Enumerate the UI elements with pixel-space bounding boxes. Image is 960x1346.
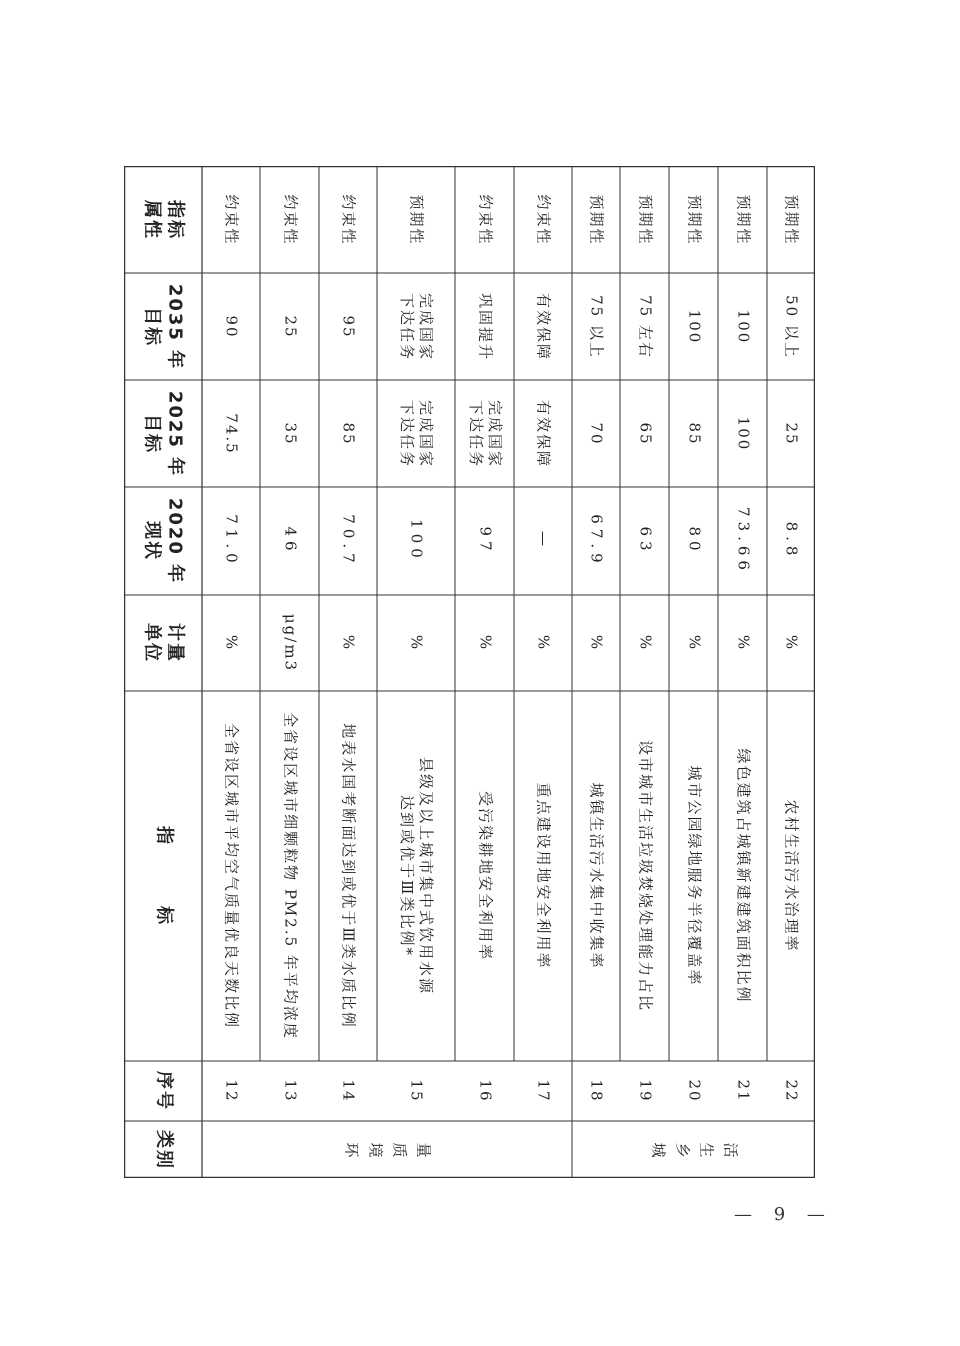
header-category-text: 类别 — [153, 1129, 175, 1170]
cell-unit — [260, 595, 319, 691]
cell-indicator-text: 达到或优于Ⅲ类比例* — [398, 795, 416, 957]
category-cell — [202, 1121, 572, 1178]
cell-2025-target-text: 65 — [635, 421, 654, 446]
cell-seq — [767, 1061, 815, 1121]
cell-2025-target — [620, 380, 669, 487]
cell-seq-text: 22 — [782, 1079, 801, 1103]
cell-unit — [514, 595, 572, 691]
cell-seq — [572, 1061, 620, 1121]
header-unit-text: 计量 — [164, 623, 186, 663]
cell-seq-text: 18 — [587, 1079, 606, 1103]
cell-2020-status-text: 63 — [635, 526, 654, 556]
header-2025 — [124, 380, 202, 487]
cell-2035-target — [514, 273, 572, 380]
cell-unit-text: % — [782, 634, 801, 652]
cell-unit — [377, 595, 455, 691]
cell-indicator-text: 县级及以上城市集中式饮用水源 — [416, 756, 435, 996]
cell-2025-target — [377, 380, 455, 487]
cell-2025-target-text: 35 — [280, 421, 299, 446]
category-char: 乡 — [673, 1142, 692, 1161]
cell-indicator-text: 地表水国考断面达到或优于Ⅲ类水质比例 — [339, 723, 358, 1029]
cell-2020-status — [718, 487, 767, 595]
cell-2020-status — [202, 487, 260, 595]
cell-attr-text: 预期性 — [407, 193, 426, 246]
cell-2035-target — [455, 273, 514, 380]
category-char: 生 — [697, 1142, 716, 1161]
cell-2020-status-text: — — [534, 531, 553, 551]
cell-2035-target-text: 95 — [339, 314, 358, 339]
indicator-table — [124, 166, 815, 1178]
cell-attr-text: 约束性 — [280, 193, 299, 246]
cell-2035-target — [620, 273, 669, 380]
cell-indicator-text: 重点建设用地安全利用率 — [534, 782, 553, 970]
cell-seq-text: 13 — [280, 1079, 299, 1103]
header-2025-text: 目标 — [142, 413, 163, 454]
cell-indicator-text: 受污染耕地安全利用率 — [475, 790, 494, 962]
cell-indicator-text: 农村生活污水治理率 — [782, 799, 801, 953]
cell-2025-target — [202, 380, 260, 487]
header-unit — [124, 595, 202, 691]
cell-2025-target-text: 70 — [587, 421, 606, 446]
header-indicator — [124, 691, 202, 1061]
cell-2020-status — [572, 487, 620, 595]
cell-indicator — [572, 691, 620, 1061]
cell-seq — [202, 1061, 260, 1121]
cell-2025-target — [514, 380, 572, 487]
category-char: 城 — [649, 1142, 668, 1161]
header-indicator-text: 指 标 — [153, 826, 175, 926]
cell-attr-text: 约束性 — [222, 193, 241, 246]
cell-unit-text: % — [339, 634, 358, 652]
cell-attr-text: 预期性 — [733, 193, 752, 246]
cell-attr — [202, 166, 260, 273]
cell-2035-target-text: 巩固提升 — [475, 292, 494, 361]
cell-seq-text: 15 — [407, 1079, 426, 1103]
cell-2035-target — [718, 273, 767, 380]
cell-indicator — [514, 691, 572, 1061]
cell-indicator — [319, 691, 377, 1061]
cell-2020-status-text: 70.7 — [339, 514, 358, 568]
cell-indicator — [669, 691, 718, 1061]
cell-2020-status-text: 100 — [407, 519, 426, 563]
cell-attr — [669, 166, 718, 273]
cell-attr — [455, 166, 514, 273]
category-char: 质 — [390, 1142, 409, 1161]
cell-2020-status-text: 73.66 — [733, 507, 752, 575]
cell-unit-text: % — [733, 634, 752, 652]
cell-2020-status — [260, 487, 319, 595]
cell-attr-text: 约束性 — [339, 193, 358, 246]
header-2035-text: 目标 — [142, 306, 163, 347]
cell-attr — [620, 166, 669, 273]
cell-indicator — [202, 691, 260, 1061]
cell-2025-target — [572, 380, 620, 487]
cell-unit-text: % — [534, 634, 553, 652]
cell-2025-target — [669, 380, 718, 487]
cell-2020-status-text: 67.9 — [587, 514, 606, 568]
cell-attr — [319, 166, 377, 273]
category-cell — [572, 1121, 815, 1178]
cell-unit-text: % — [222, 634, 241, 652]
cell-indicator — [767, 691, 815, 1061]
cell-indicator-text: 全省设区城市细颗粒物 PM2.5 年平均浓度 — [280, 712, 299, 1040]
header-2020-text: 现状 — [142, 521, 163, 561]
cell-indicator-text: 城镇生活污水集中收集率 — [587, 782, 606, 970]
category-char: 活 — [721, 1142, 740, 1161]
category-char: 量 — [414, 1142, 433, 1161]
cell-indicator-text: 城市公园绿地服务半径覆盖率 — [684, 765, 703, 987]
cell-seq-text: 17 — [534, 1079, 553, 1103]
cell-2025-target-text: 25 — [782, 421, 801, 446]
cell-2035-target-text: 完成国家 — [416, 292, 435, 361]
cell-2020-status-text: 71.0 — [222, 514, 241, 568]
cell-indicator — [620, 691, 669, 1061]
cell-2035-target — [260, 273, 319, 380]
header-seq — [124, 1061, 202, 1121]
header-unit-text: 单位 — [142, 623, 163, 663]
cell-attr — [514, 166, 572, 273]
cell-2025-target — [767, 380, 815, 487]
cell-indicator-text: 全省设区城市平均空气质量优良天数比例 — [222, 722, 241, 1030]
cell-seq — [718, 1061, 767, 1121]
cell-seq — [669, 1061, 718, 1121]
cell-2025-target-text: 74.5 — [222, 412, 241, 455]
cell-seq — [260, 1061, 319, 1121]
cell-2035-target-text: 下达任务 — [398, 292, 416, 361]
cell-2035-target — [377, 273, 455, 380]
cell-2035-target-text: 25 — [280, 314, 299, 339]
header-seq-text: 序号 — [153, 1071, 175, 1111]
cell-seq-text: 12 — [222, 1079, 241, 1103]
cell-2020-status-text: 8.8 — [782, 521, 801, 561]
cell-2035-target-text: 90 — [222, 314, 241, 339]
cell-2020-status — [620, 487, 669, 595]
cell-2020-status-text: 46 — [280, 526, 299, 556]
cell-attr — [377, 166, 455, 273]
cell-2025-target-text: 85 — [684, 421, 703, 446]
cell-2035-target — [202, 273, 260, 380]
header-attr — [124, 166, 202, 273]
header-2020 — [124, 487, 202, 595]
cell-2020-status-text: 97 — [475, 526, 494, 556]
cell-unit — [572, 595, 620, 691]
cell-seq — [455, 1061, 514, 1121]
cell-2035-target — [319, 273, 377, 380]
page-number: — 9 — — [734, 1204, 833, 1225]
cell-attr-text: 预期性 — [782, 193, 801, 246]
cell-unit-text: % — [635, 634, 654, 652]
cell-attr-text: 预期性 — [684, 193, 703, 246]
cell-unit-text: % — [587, 634, 606, 652]
cell-seq-text: 19 — [635, 1079, 654, 1103]
cell-2025-target — [260, 380, 319, 487]
header-2025-text: 2025 年 — [164, 390, 186, 477]
cell-2035-target-text: 100 — [733, 309, 752, 344]
cell-2020-status — [377, 487, 455, 595]
cell-unit — [455, 595, 514, 691]
cell-attr-text: 约束性 — [475, 193, 494, 246]
cell-attr-text: 预期性 — [587, 193, 606, 246]
cell-2035-target — [767, 273, 815, 380]
cell-seq — [620, 1061, 669, 1121]
cell-2025-target-text: 完成国家 — [416, 399, 435, 468]
cell-2025-target — [319, 380, 377, 487]
cell-2025-target-text: 下达任务 — [398, 399, 416, 468]
cell-seq-text: 21 — [733, 1079, 752, 1103]
cell-2020-status — [767, 487, 815, 595]
cell-attr — [718, 166, 767, 273]
cell-seq-text: 16 — [475, 1079, 494, 1103]
cell-indicator — [377, 691, 455, 1061]
cell-unit-text: μg/m3 — [280, 613, 299, 673]
header-category — [124, 1121, 202, 1178]
cell-2025-target — [455, 380, 514, 487]
cell-2035-target-text: 100 — [684, 309, 703, 344]
cell-unit-text: % — [684, 634, 703, 652]
cell-indicator — [718, 691, 767, 1061]
cell-indicator — [260, 691, 319, 1061]
cell-unit — [202, 595, 260, 691]
cell-indicator — [455, 691, 514, 1061]
cell-attr — [767, 166, 815, 273]
cell-2035-target-text: 有效保障 — [534, 292, 553, 361]
cell-2020-status — [455, 487, 514, 595]
cell-attr — [260, 166, 319, 273]
cell-2025-target-text: 有效保障 — [534, 399, 553, 468]
cell-2035-target-text: 75 以上 — [587, 294, 606, 359]
cell-2020-status-text: 80 — [684, 526, 703, 556]
cell-2035-target — [669, 273, 718, 380]
cell-indicator-text: 绿色建筑占城镇新建建筑面积比例 — [733, 748, 752, 1004]
cell-unit — [620, 595, 669, 691]
cell-unit-text: % — [475, 634, 494, 652]
cell-seq — [377, 1061, 455, 1121]
cell-seq — [319, 1061, 377, 1121]
cell-2025-target-text: 85 — [339, 421, 358, 446]
cell-2035-target-text: 50 以上 — [782, 294, 801, 359]
cell-2025-target-text: 100 — [733, 416, 752, 451]
header-attr-text: 属性 — [142, 199, 163, 240]
cell-seq-text: 20 — [684, 1079, 703, 1103]
cell-2025-target — [718, 380, 767, 487]
cell-attr — [572, 166, 620, 273]
cell-attr-text: 预期性 — [635, 193, 654, 246]
cell-2035-target-text: 75 左右 — [635, 294, 654, 359]
cell-unit — [767, 595, 815, 691]
header-2020-text: 2020 年 — [164, 497, 186, 585]
header-2035 — [124, 273, 202, 380]
cell-seq — [514, 1061, 572, 1121]
cell-2035-target — [572, 273, 620, 380]
cell-2020-status — [669, 487, 718, 595]
category-char: 环 — [342, 1142, 361, 1161]
category-char: 境 — [366, 1142, 385, 1161]
cell-2025-target-text: 下达任务 — [466, 399, 485, 468]
cell-indicator-text: 设市城市生活垃圾焚烧处理能力占比 — [635, 739, 654, 1013]
cell-unit — [718, 595, 767, 691]
cell-seq-text: 14 — [339, 1079, 358, 1103]
header-2035-text: 2035 年 — [164, 283, 186, 370]
cell-unit-text: % — [407, 634, 426, 652]
cell-2020-status — [514, 487, 572, 595]
cell-unit — [319, 595, 377, 691]
cell-2025-target-text: 完成国家 — [485, 399, 504, 468]
cell-2020-status — [319, 487, 377, 595]
cell-attr-text: 约束性 — [534, 193, 553, 246]
header-attr-text: 指标 — [164, 199, 186, 240]
cell-unit — [669, 595, 718, 691]
